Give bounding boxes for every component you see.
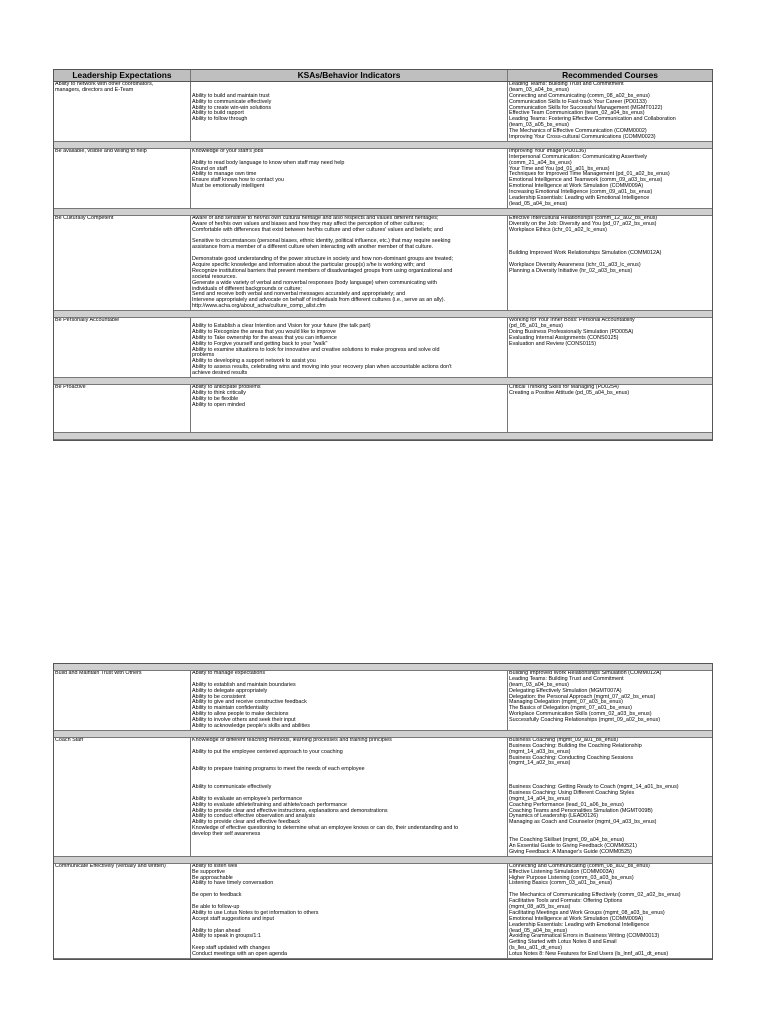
courses-cell xyxy=(508,318,712,377)
expectation-cell xyxy=(54,864,191,958)
cell-line: Lotus Notes 8: New Features for End Users (ls_lnnf_a01_dt_enus) xyxy=(509,951,669,958)
cell-line: Ensure staff knows how to contact you xyxy=(192,177,284,184)
cell-line: Effective Intercultural Relationships (comm_12_a02_bs_enus) xyxy=(509,215,658,221)
cell-line: Be Proactive xyxy=(55,384,86,390)
expectation-cell xyxy=(54,385,191,432)
cell-line: Round on staff xyxy=(192,165,227,172)
cell-line: Ability to establish and maintain boundaries xyxy=(192,681,296,688)
cell-line xyxy=(192,426,506,432)
cell-line: (pd_05_a01_bs_enus) xyxy=(509,322,563,329)
cell-line: Planning a Diversity Initiative (hr_02_a03_bs_enus) xyxy=(509,267,633,274)
cell-line: Communication Skills for Successful Management (MGMT0122) xyxy=(509,104,663,111)
expectation-cell xyxy=(54,82,191,141)
cell-line: Emotional Intelligence at Work Simulation (COMM009A) xyxy=(509,915,644,922)
cell-line: Ability to listen well xyxy=(192,863,238,869)
cell-line: Connecting and Communicating (comm_08_a02_bs_enus) xyxy=(509,92,650,99)
ksa-cell xyxy=(191,216,508,310)
cell-line: Successfully Coaching Relationships (mgmt_09_a02_bs_enus) xyxy=(509,717,661,724)
cell-line: Ability to conduct effective observation and analysis xyxy=(192,813,316,820)
cell-line: Building Improved Work Relationships Simulation (COMM012A) xyxy=(509,671,662,676)
row-separator xyxy=(54,209,712,216)
cell-line: Communicate Effectively (verbally and written) xyxy=(55,863,166,869)
row-separator xyxy=(54,142,712,149)
cell-line: Workplace Ethics (ichr_01_a02_lc_enus) xyxy=(509,226,607,233)
expectation-cell xyxy=(54,149,191,208)
cell-line: Be Culturally Competent xyxy=(55,215,114,221)
table-row xyxy=(54,318,712,378)
cell-line: Leading Teams: Fostering Effective Communication and Collaboration xyxy=(509,116,676,123)
cell-line: Workplace Diversity Awareness (ichr_01_a03_lc_enus) xyxy=(509,261,641,268)
cell-line: Ability to developing a support network to assist you xyxy=(192,358,316,365)
cell-line: Leadership Essentials: Leading with Emotional Intelligence xyxy=(509,921,650,928)
table-row xyxy=(54,671,712,731)
cell-line: Ability to Establish a clear Intention and Vision for your future (the talk part) xyxy=(192,322,371,329)
cell-line: (comm_21_a04_bs_enus) xyxy=(509,159,572,166)
cell-line: http://www.acha.org/about_acha/culture_comp_allst.cfm xyxy=(192,303,326,310)
competency-table-2 xyxy=(53,663,713,960)
cell-line: Ability to evaluate an employee's performance xyxy=(192,795,303,802)
cell-line: Conduct meetings with an open agenda xyxy=(192,951,288,958)
cell-line: Emotional Intelligence at Work Simulation (COMM009A) xyxy=(509,183,644,190)
cell-line: Ability to have timely conversation xyxy=(192,880,274,887)
cell-line: Increasing Emotional Intelligence (comm_09_a01_bs_enus) xyxy=(509,189,653,196)
cell-line: Improving Your Cross-cultural Communications (COMM0023) xyxy=(509,134,656,141)
cell-line: Managing as Coach and Counselor (mgmt_04_a03_bs_enus) xyxy=(509,819,657,826)
cell-line: managers, directors and E-Team xyxy=(55,86,134,93)
cell-line: societal resources. xyxy=(192,273,237,280)
cell-line: Listening Basics (comm_03_a01_bs_enus) xyxy=(509,880,613,887)
cell-line: (team_03_a04_bs_enus) xyxy=(509,681,569,688)
cell-line: develop their self awareness xyxy=(192,831,261,838)
cell-line: Ability to examine situations to look for innovative and creative solutions to make progress and solve old xyxy=(192,346,440,353)
cell-line: Doing Business Professionally Simulation (PD005A) xyxy=(509,328,634,335)
cell-line: The Mechanics of Effective Communication (COMM0002) xyxy=(509,128,647,135)
cell-line: Diversity on the Job: Diversity and You (pd_07_a02_bs_enus) xyxy=(509,220,657,227)
cell-line: Aware of her/his own values and biases and how they may affect the perception of other cultures; xyxy=(192,220,425,227)
cell-line: Interpersonal Communication: Communicating Assertively xyxy=(509,153,648,160)
cell-line: (ls_lleu_a01_dt_enus) xyxy=(509,945,563,952)
courses-cell xyxy=(508,149,712,208)
cell-line: Ability to involve others and seek their input xyxy=(192,717,296,724)
cell-line: Ability to delegate appropriately xyxy=(192,687,268,694)
cell-line: Ability to follow through xyxy=(192,116,248,123)
cell-line: Delegating Effectively Simulation (MGMT007A) xyxy=(509,687,622,694)
expectation-cell xyxy=(54,738,191,856)
ksa-cell xyxy=(191,82,508,141)
cell-line: Business Coaching (mgmt_09_a01_bs_enus) xyxy=(509,737,619,743)
cell-line: The Mechanics of Communicating Effectively (comm_02_a02_bs_enus) xyxy=(509,892,681,899)
expectation-cell xyxy=(54,671,191,730)
cell-line: Ability to provide clear and effective feedback xyxy=(192,819,301,826)
courses-cell xyxy=(508,738,712,856)
cell-line: Ability to assess results, celebrating wins and moving into your recovery plan when accountable actions don't xyxy=(192,364,452,371)
table-body xyxy=(54,671,712,959)
cell-line: Accept staff suggestions and input xyxy=(192,915,275,922)
cell-line: Ability to Forgive yourself and getting back to your "walk" xyxy=(192,340,328,347)
row-separator xyxy=(54,433,712,440)
cell-line: Must be emotionally intelligent xyxy=(192,183,265,190)
cell-line: (team_03_a05_bs_enus) xyxy=(509,122,569,129)
cell-line: (mgmt_14_a03_bs_enus) xyxy=(509,748,571,755)
cell-line: Facilitating Meetings and Work Groups (mgmt_08_a03_bs_enus) xyxy=(509,909,665,916)
table-row xyxy=(54,82,712,142)
cell-line: Intervene appropriately and advocate on behalf of individuals from different cultures (i.e., serve as an ally). xyxy=(192,297,446,304)
cell-line: Be supportive xyxy=(192,868,225,875)
cell-line: Building Improved Work Relationships Simulation (COMM012A) xyxy=(509,250,662,257)
ksa-cell xyxy=(191,385,508,432)
cell-line: Aware of and sensitive to her/his own cultural heritage and also respects and values different heritages; xyxy=(192,215,439,221)
cell-line: individuals of different backgrounds or culture; xyxy=(192,285,302,292)
cell-line: Leadership Essentials: Leading with Emotional Intelligence xyxy=(509,195,650,202)
cell-line: Ability to maintain confidentiality xyxy=(192,705,269,712)
courses-cell xyxy=(508,671,712,730)
courses-cell xyxy=(508,385,712,432)
cell-line: Be available, visible and willing to help xyxy=(55,148,147,154)
competency-table-1 xyxy=(53,69,713,441)
cell-line: Knowledge of your staff's jobs xyxy=(192,148,264,154)
cell-line: Higher Purpose Listening (comm_03_a03_bs_enus) xyxy=(509,874,634,881)
cell-line: Avoiding Grammatical Errors in Business Writing (COMM0013) xyxy=(509,933,660,940)
cell-line: Improving Your Image (PD0136) xyxy=(509,148,587,154)
cell-line: Build and Maintain Trust with Others xyxy=(55,671,142,676)
table-row xyxy=(54,864,712,959)
table-body xyxy=(54,82,712,440)
header-leadership-expectations: Leadership Expectations xyxy=(54,70,191,81)
cell-line: assistance from a member of a different culture when interacting with another member of that culture. xyxy=(192,244,434,251)
cell-line: Business Coaching: Conducting Coaching Sessions xyxy=(509,754,634,761)
cell-line: Your Time and You (pd_01_a01_bs_enus) xyxy=(509,165,610,172)
row-separator xyxy=(54,378,712,385)
cell-line: Leading Teams: Building Trust and Commitment xyxy=(509,82,624,87)
cell-line: achieve desired results xyxy=(192,370,248,377)
cell-line: Delegation: the Personal Approach (mgmt_07_a02_bs_enus) xyxy=(509,693,656,700)
cell-line: Demonstrate good understanding of the power structure in society and how non-dominant groups are treated; xyxy=(192,256,454,263)
cell-line: (lead_05_a04_bs_enus) xyxy=(509,200,568,207)
cell-line: Leading Teams: Building Trust and Commitment xyxy=(509,675,624,682)
ksa-cell xyxy=(191,149,508,208)
cell-line: The Basics of Delegation (mgmt_07_a01_bs_enus) xyxy=(509,705,632,712)
table-row xyxy=(54,149,712,209)
cell-line: Evaluation and Review (CONS0115) xyxy=(509,340,597,347)
cell-line: Critical Thinking Skills for Managing (PD0254) xyxy=(509,384,619,390)
cell-line: Ability to be consistent xyxy=(192,693,246,700)
cell-line: Ability to put the employee centered approach to your coaching xyxy=(192,748,343,755)
cell-line: Working for Your Inner Boss: Personal Accountability xyxy=(509,318,635,324)
header-ksas: KSAs/Behavior Indicators xyxy=(191,70,508,81)
cell-line: Ability to use Lotus Notes to get information to others xyxy=(192,909,319,916)
cell-line: Communication Skills to Fast-track Your Career (PD0133) xyxy=(509,98,647,105)
cell-line: Ability to network with other coordinators, xyxy=(55,82,154,87)
cell-line: Ability to plan ahead xyxy=(192,927,241,934)
cell-line: problems xyxy=(192,352,215,359)
ksa-cell xyxy=(191,738,508,856)
cell-line: Creating a Positive Attitude (pd_05_a04_bs_enus) xyxy=(509,389,630,396)
cell-line: Be approachable xyxy=(192,874,233,881)
cell-line: Ability to anticipate problems xyxy=(192,384,261,390)
cell-line: Ability to communicate effectively xyxy=(192,784,272,791)
cell-line: Ability to acknowledge people's skills and abilities xyxy=(192,723,310,730)
cell-line: Effective Listening Simulation (COMM003A) xyxy=(509,868,615,875)
cell-line: (mgmt_14_a02_bs_enus) xyxy=(509,760,571,767)
cell-line: Managing Delegation (mgmt_07_a03_bs_enus) xyxy=(509,699,623,706)
cell-line: Keep staff updated with changes xyxy=(192,945,271,952)
cell-line: Effective Team Communication (team_02_a04_bs_enus) xyxy=(509,110,645,117)
cell-line: Ability to create win-win solutions xyxy=(192,104,272,111)
cell-line: (lead_05_a04_bs_enus) xyxy=(509,927,568,934)
courses-cell xyxy=(508,216,712,310)
cell-line: Giving Feedback: A Manager's Guide (COMM0525) xyxy=(509,848,632,855)
cell-line: Ability to provide clear and effective instructions, explanations and demonstrations xyxy=(192,807,388,814)
cell-line: Ability to build and maintain trust xyxy=(192,92,270,99)
cell-line: Business Coaching: Using Different Coaching Styles xyxy=(509,789,635,796)
expectation-cell xyxy=(54,318,191,377)
cell-line: Ability to be flexible xyxy=(192,395,239,402)
cell-line: Dynamics of Leadership (LEAD0126) xyxy=(509,813,598,820)
cell-line: Facilitative Tools and Formats: Offering Options xyxy=(509,898,623,905)
table-row xyxy=(54,385,712,433)
cell-line: (mgmt_08_a05_bs_enus) xyxy=(509,903,571,910)
cell-line: Be open to feedback xyxy=(192,892,242,899)
table-row xyxy=(54,738,712,857)
cell-line: Knowledge of different teaching methods, learning processes and training principles xyxy=(192,737,392,743)
courses-cell xyxy=(508,82,712,141)
cell-line: Coaching Teams and Personalities Simulation (MGMT009B) xyxy=(509,807,653,814)
cell-line: (mgmt_14_a04_bs_enus) xyxy=(509,795,571,802)
cell-line: Workplace Communication Skills (comm_02_a03_bs_enus) xyxy=(509,711,652,718)
ksa-cell xyxy=(191,318,508,377)
cell-line: Sensitive to circumstances (personal biases, ethnic identity, political influence, etc.) that may require seeking xyxy=(192,238,451,245)
cell-line: Ability to Recognize the areas that you would like to improve xyxy=(192,328,336,335)
cell-line: Ability to give and receive constructive feedback xyxy=(192,699,307,706)
table-spacer-row xyxy=(54,664,712,671)
cell-line: (team_03_a04_bs_enus) xyxy=(509,86,569,93)
cell-line: Be able to follow-up xyxy=(192,903,240,910)
cell-line: Send and receive both verbal and nonverbal messages accurately and appropriately; and xyxy=(192,291,406,298)
cell-line: Coach Staff xyxy=(55,737,84,743)
cell-line: An Essential Guide to Giving Feedback (COMM0521) xyxy=(509,842,637,849)
cell-line: Business Coaching: Getting Ready to Coach (mgmt_14_a01_bs_enus) xyxy=(509,784,679,791)
cell-line: Recognize institutional barriers that prevent members of disadvantaged groups from using organizational and xyxy=(192,267,453,274)
table-row xyxy=(54,216,712,311)
cell-line: Comfortable with differences that exist between her/his culture and other cultures' values and beliefs; and xyxy=(192,226,443,233)
courses-cell xyxy=(508,864,712,958)
table-header xyxy=(54,70,712,82)
cell-line: Ability to manage expectations xyxy=(192,671,266,676)
cell-line: Ability to allow people to make decisions xyxy=(192,711,289,718)
header-recommended-courses: Recommended Courses xyxy=(562,70,658,80)
cell-line: Connecting and Communicating (comm_08_a02_bs_enus) xyxy=(509,863,650,869)
cell-line: Ability to manage own time xyxy=(192,171,257,178)
cell-line: Business Coaching: Building the Coaching Relationship xyxy=(509,742,642,749)
ksa-cell xyxy=(191,671,508,730)
cell-line: Emotional Intelligence and Teamwork (comm_09_a03_bs_enus) xyxy=(509,177,663,184)
row-separator xyxy=(54,311,712,318)
cell-line: The Coaching Skillset (mgmt_09_a04_bs_enus) xyxy=(509,837,625,844)
row-separator xyxy=(54,731,712,738)
cell-line: Coaching Performance (lead_01_a06_bs_enus) xyxy=(509,801,624,808)
cell-line: Evaluating Internal Assignments (CONS0125) xyxy=(509,334,619,341)
cell-line: Ability to open minded xyxy=(192,401,246,408)
cell-line: Ability to communicate effectively xyxy=(192,98,272,105)
cell-line: Ability to prepare training programs to meet the needs of each employee xyxy=(192,766,365,773)
cell-line: Ability to speak in groups/1:1 xyxy=(192,933,261,940)
cell-line: Ability to evaluate athlete/training and athlete/coach performance xyxy=(192,801,347,808)
cell-line: Knowledge of effective questioning to determine what an employee knows or can do, their understanding and to xyxy=(192,825,459,832)
cell-line: Generate a wide variety of verbal and nonverbal responses (body language) when communicating with xyxy=(192,279,437,286)
cell-line: Ability to read body language to know when staff may need help xyxy=(192,159,345,166)
cell-line: Ability to think critically xyxy=(192,389,246,396)
row-separator xyxy=(54,857,712,864)
cell-line: Ability to build rapport xyxy=(192,110,244,117)
expectation-cell xyxy=(54,216,191,310)
cell-line: Techniques for Improved Time Management (pd_01_a02_bs_enus) xyxy=(509,171,670,178)
cell-line: Acquire specific knowledge and information about the particular group(s) s/he is working with; and xyxy=(192,261,426,268)
cell-line: Be Personally Accountable xyxy=(55,318,120,324)
ksa-cell xyxy=(191,864,508,958)
cell-line: Getting Started with Lotus Notes 8 and Email xyxy=(509,939,617,946)
cell-line: Ability to Take ownership for the areas that you can influence xyxy=(192,334,337,341)
